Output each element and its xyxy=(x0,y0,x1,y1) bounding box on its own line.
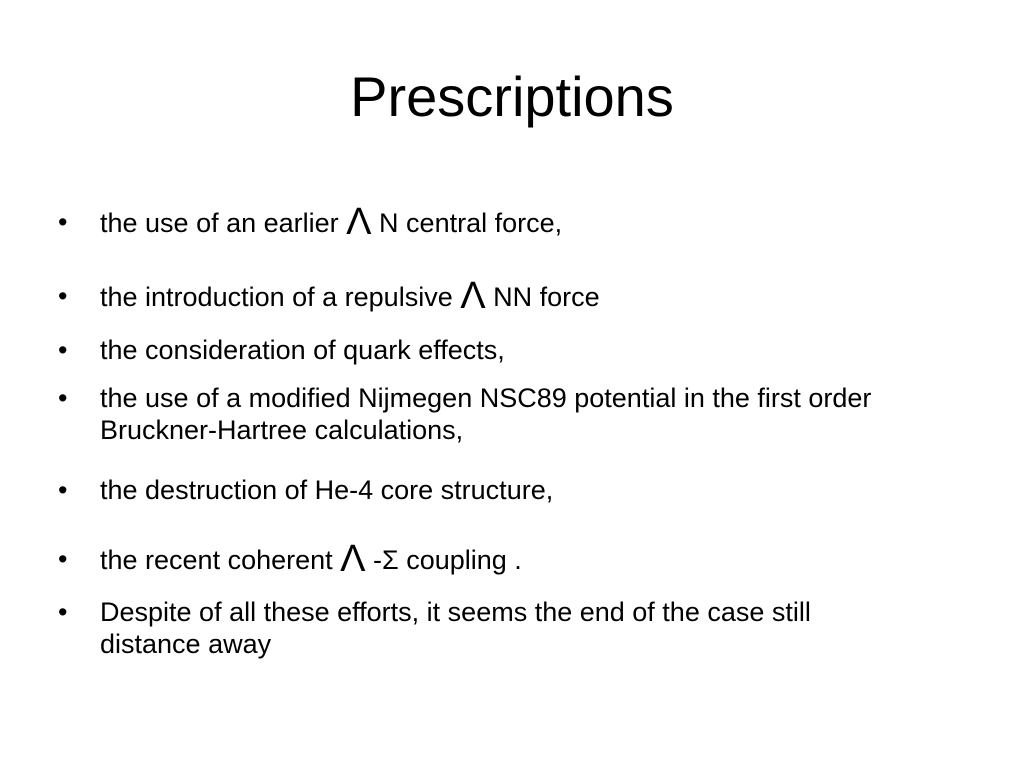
bullet-text: Despite of all these efforts, it seems the end of the case still distance away xyxy=(100,597,811,659)
bullet-text: the consideration of quark effects, xyxy=(100,335,505,365)
bullet-text: the use of a modified Nijmegen NSC89 potential in the first order Bruckner-Hartree calculations, xyxy=(100,383,872,445)
bullet-text: the introduction of a repulsive Λ NN force xyxy=(100,275,600,317)
bullet-item-quark-effects xyxy=(58,334,898,366)
bullet-item-core-structure xyxy=(58,474,898,506)
bullet-item-conclusion xyxy=(58,596,898,660)
lambda-symbol: Λ xyxy=(460,275,486,317)
bullet-marker: • xyxy=(58,335,68,365)
bullet-marker: • xyxy=(58,475,68,505)
bullet-marker: • xyxy=(58,597,68,627)
bullet-item-earlier-force xyxy=(58,201,898,243)
bullet-marker: • xyxy=(58,207,68,237)
bullet-marker: • xyxy=(58,281,68,311)
bullet-item-repulsive-force xyxy=(58,275,898,317)
bullet-text: the recent coherent Λ -Σ coupling . xyxy=(100,538,522,580)
slide-title: Prescriptions xyxy=(350,65,674,128)
lambda-symbol: Λ xyxy=(340,538,366,580)
bullet-text: the destruction of He-4 core structure, xyxy=(100,475,554,505)
bullet-marker: • xyxy=(58,544,68,574)
bullet-text: the use of an earlier Λ N central force, xyxy=(100,201,563,243)
lambda-symbol: Λ xyxy=(346,201,372,243)
bullet-item-coherent-coupling xyxy=(58,538,898,580)
bullet-item-nijmegen-potential xyxy=(58,382,898,446)
bullet-marker: • xyxy=(58,383,68,413)
